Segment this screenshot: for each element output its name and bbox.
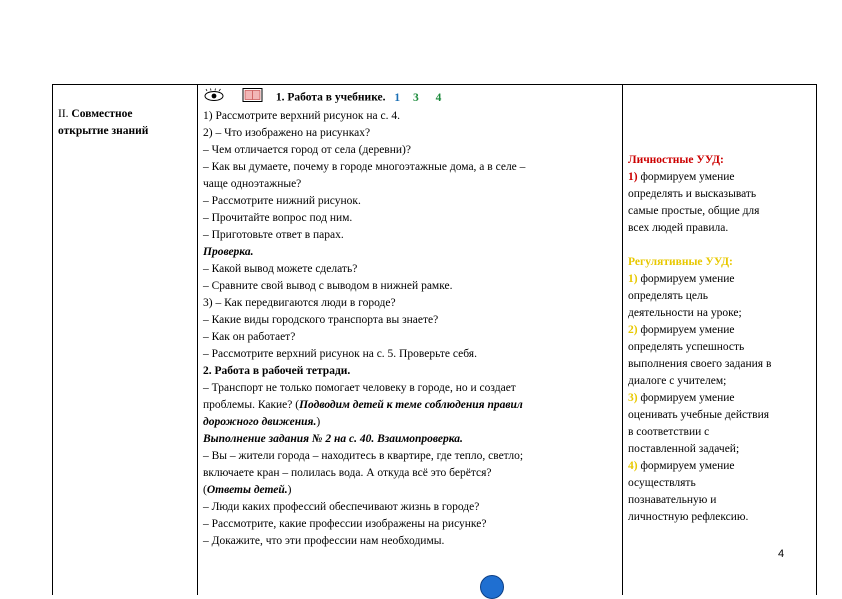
text-line: – Чем отличается город от села (деревни)? — [203, 144, 411, 156]
regulatory-line: диалоге с учителем; — [628, 375, 727, 387]
text-line: – Как вы думаете, почему в городе многоэтажные дома, а в селе – — [203, 161, 526, 173]
column-divider-1 — [197, 84, 198, 595]
text-line: – Люди каких профессий обеспечивают жизнь в городе? — [203, 501, 480, 513]
text-line: (Ответы детей.) — [203, 484, 292, 496]
table-left-border — [52, 84, 53, 595]
activity-column — [203, 88, 618, 550]
personal-uud-line: определять и высказывать — [628, 188, 757, 200]
stage-column — [58, 106, 193, 140]
table-top-border — [52, 84, 817, 85]
text-line: – Рассмотрите, какие профессии изображены на рисунке? — [203, 518, 487, 530]
text-line: чаще одноэтажные? — [203, 178, 302, 190]
regulatory-line: определять успешность — [628, 341, 745, 353]
regulatory-item-4: 4) формируем умение — [628, 460, 735, 472]
text-line: – Какой вывод можете сделать? — [203, 263, 358, 275]
table-right-border — [816, 84, 817, 595]
book-icon — [243, 89, 262, 102]
text-line: – Вы – жители города – находитесь в квартире, где тепло, светло; — [203, 450, 524, 462]
regulatory-line: оценивать учебные действия — [628, 409, 770, 421]
eye-icon — [205, 89, 223, 101]
personal-uud-line: 1) формируем умение — [628, 171, 735, 183]
text-line: дорожного движения.) — [203, 416, 321, 428]
text-line: – Рассмотрите нижний рисунок. — [203, 195, 361, 207]
text-line: – Как он работает? — [203, 331, 296, 343]
stage-title-line-2: открытие знаний — [58, 125, 149, 137]
eye-and-book-icons — [203, 88, 265, 102]
check-label: Проверка. — [203, 246, 254, 258]
regulatory-line: осуществлять — [628, 477, 696, 489]
stage-title-line-1: II. Совместное — [58, 108, 133, 120]
regulatory-item-2: 2) формируем умение — [628, 324, 735, 336]
personal-uud-heading: Личностные УУД: — [628, 154, 724, 166]
text-line: – Сравните свой вывод с выводом в нижней рамке. — [203, 280, 453, 292]
personal-uud-line: самые простые, общие для — [628, 205, 760, 217]
text-line: – Рассмотрите верхний рисунок на с. 5. Проверьте себя. — [203, 348, 477, 360]
text-line: проблемы. Какие? (Подводим детей к теме соблюдения правил — [203, 399, 523, 411]
text-line: – Прочитайте вопрос под ним. — [203, 212, 353, 224]
task-number-1: 1 — [394, 91, 401, 104]
section-title: 1. Работа в учебнике. — [275, 91, 386, 104]
column-divider-2 — [622, 84, 623, 595]
regulatory-line: в соответствии с — [628, 426, 710, 438]
regulatory-line: выполнения своего задания в — [628, 358, 772, 370]
regulatory-line: познавательную и — [628, 494, 717, 506]
text-line: 1) Рассмотрите верхний рисунок на с. 4. — [203, 110, 401, 122]
regulatory-line: деятельности на уроке; — [628, 307, 742, 319]
regulatory-line: поставленной задачей; — [628, 443, 740, 455]
text-line: 3) – Как передвигаются люди в городе? — [203, 297, 396, 309]
task-number-3: 3 — [413, 91, 419, 104]
task-number-4: 4 — [435, 91, 442, 104]
task-instruction: Выполнение задания № 2 на с. 40. Взаимопроверка. — [203, 433, 463, 445]
workbook-section-title: 2. Работа в рабочей тетради. — [203, 365, 351, 377]
blue-circle-icon[interactable] — [480, 575, 504, 599]
activity-header — [203, 88, 618, 108]
uud-column — [628, 152, 804, 526]
regulatory-uud-heading: Регулятивные УУД: — [628, 256, 733, 268]
activity-icons — [203, 88, 265, 108]
text-line: включаете кран – полилась вода. А откуда всё это берётся? — [203, 467, 492, 479]
text-line: – Докажите, что эти профессии нам необходимы. — [203, 535, 445, 547]
page-number: 4 — [778, 548, 785, 560]
text-line: – Приготовьте ответ в парах. — [203, 229, 344, 241]
personal-uud-line: всех людей правила. — [628, 222, 729, 234]
regulatory-item-1: 1) формируем умение — [628, 273, 735, 285]
text-line: – Транспорт не только помогает человеку в городе, но и создает — [203, 382, 516, 394]
regulatory-line: личностную рефлексию. — [628, 511, 749, 523]
regulatory-item-3: 3) формируем умение — [628, 392, 735, 404]
text-line: – Какие виды городского транспорта вы знаете? — [203, 314, 439, 326]
text-line: 2) – Что изображено на рисунках? — [203, 127, 371, 139]
regulatory-line: определять цель — [628, 290, 708, 302]
